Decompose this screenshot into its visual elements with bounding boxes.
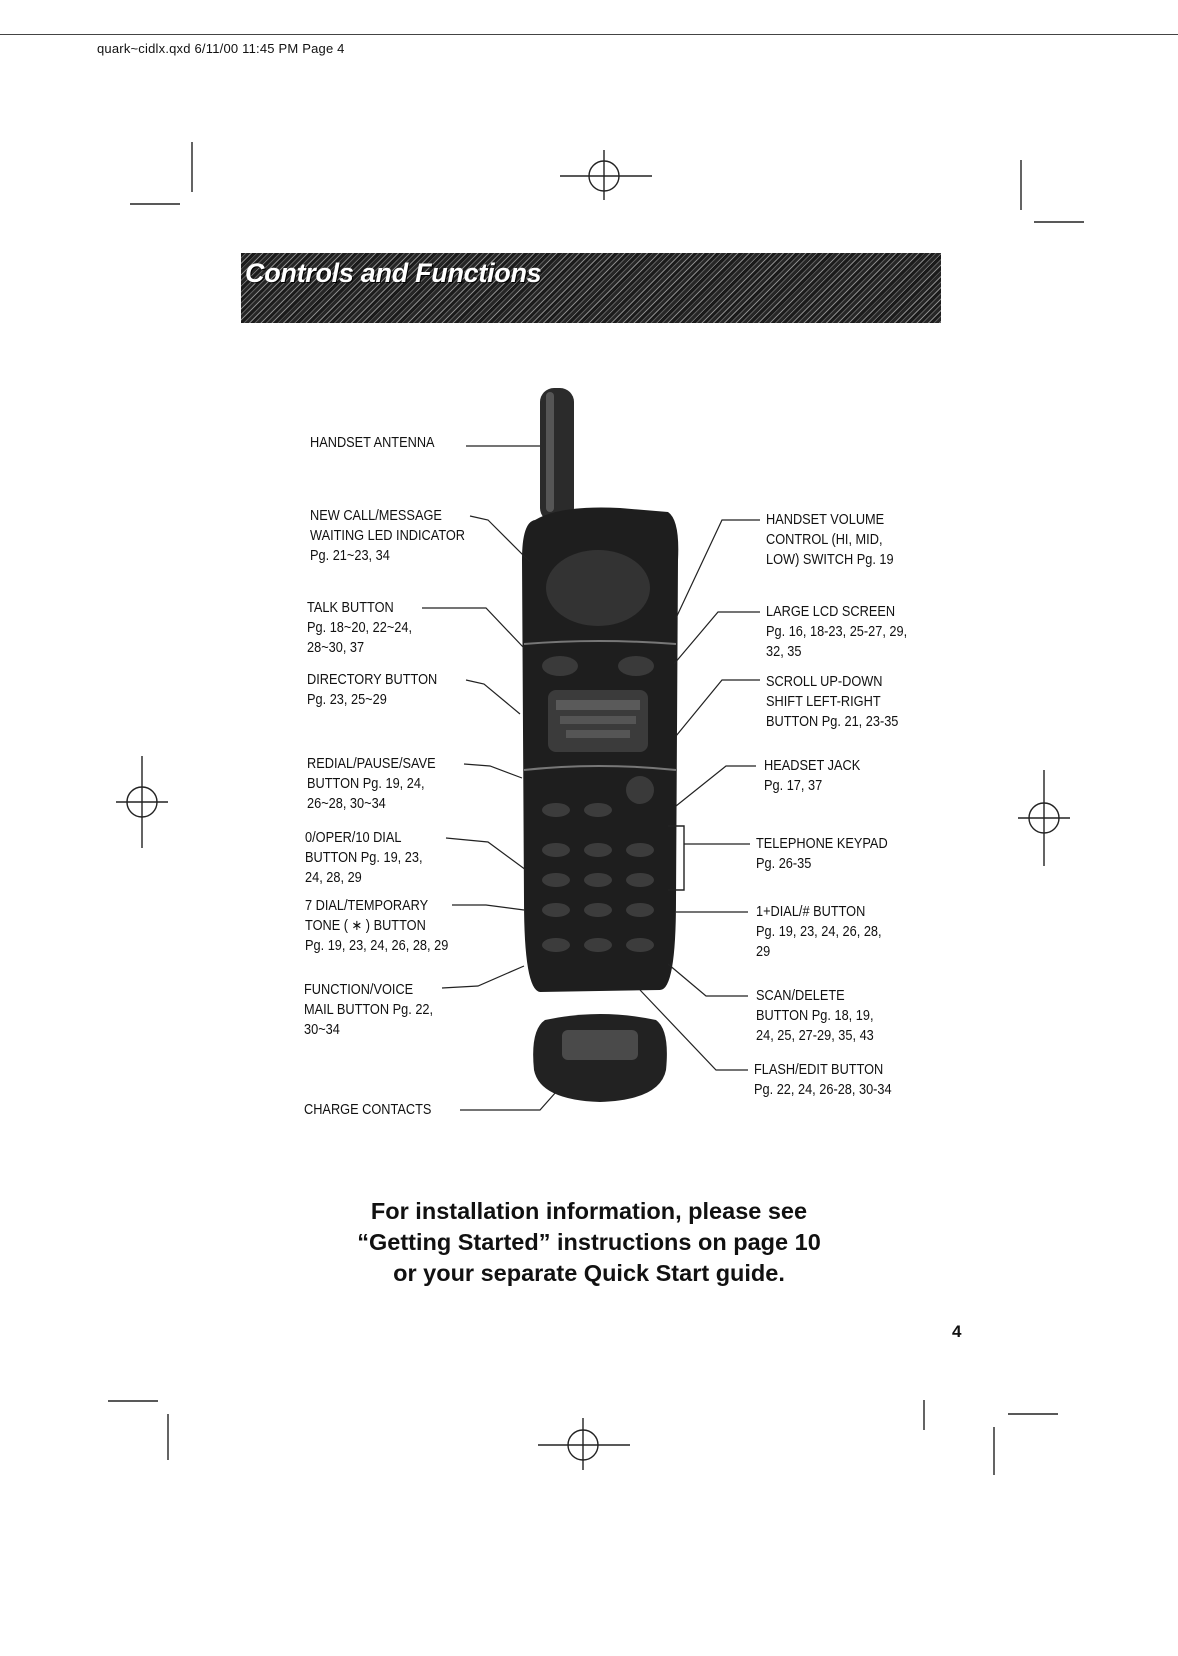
- label-headset-jack: HEADSET JACK Pg. 17, 37: [764, 758, 861, 794]
- label-scroll-button: SCROLL UP-DOWN SHIFT LEFT-RIGHT BUTTON Pg. 21, 23-35: [766, 674, 899, 730]
- handset-illustration: [522, 388, 678, 1102]
- label-directory-button: DIRECTORY BUTTON Pg. 23, 25~29: [307, 672, 438, 708]
- label-handset-antenna: HANDSET ANTENNA: [310, 435, 435, 451]
- label-flash-edit-button: FLASH/EDIT BUTTON Pg. 22, 24, 26-28, 30-34: [754, 1062, 892, 1098]
- label-lcd-screen: LARGE LCD SCREEN Pg. 16, 18-23, 25-27, 29, 32, 35: [766, 604, 908, 660]
- page-title: Controls and Functions: [245, 258, 542, 288]
- label-oper-dial-button: 0/OPER/10 DIAL BUTTON Pg. 19, 23, 24, 28, 29: [305, 830, 423, 886]
- label-dial-hash-button: 1+DIAL/# BUTTON Pg. 19, 23, 24, 26, 28, 29: [756, 904, 882, 960]
- label-charge-contacts: CHARGE CONTACTS: [304, 1102, 432, 1118]
- label-redial-button: REDIAL/PAUSE/SAVE BUTTON Pg. 19, 24, 26~28, 30~34: [307, 756, 436, 812]
- antenna-shape: [540, 388, 574, 522]
- label-led-indicator: NEW CALL/MESSAGE WAITING LED INDICATOR Pg. 21~23, 34: [310, 508, 466, 564]
- page-number: 4: [952, 1322, 962, 1341]
- label-temporary-tone-button: 7 DIAL/TEMPORARY TONE ( ∗ ) BUTTON Pg. 19, 23, 24, 26, 28, 29: [305, 898, 449, 954]
- installation-note: For installation information, please see “Getting Started” instructions on page 10 or your separate Quick Start guide.: [357, 1198, 821, 1286]
- label-telephone-keypad: TELEPHONE KEYPAD Pg. 26-35: [756, 836, 888, 872]
- label-volume-switch: HANDSET VOLUME CONTROL (HI, MID, LOW) SWITCH Pg. 19: [766, 512, 894, 568]
- label-scan-delete-button: SCAN/DELETE BUTTON Pg. 18, 19, 24, 25, 27-29, 35, 43: [756, 988, 874, 1044]
- label-talk-button: TALK BUTTON Pg. 18~20, 22~24, 28~30, 37: [307, 600, 413, 656]
- earpiece: [546, 550, 650, 626]
- file-slug: quark~cidlx.qxd 6/11/00 11:45 PM Page 4: [97, 41, 345, 56]
- label-function-button: FUNCTION/VOICE MAIL BUTTON Pg. 22, 30~34: [304, 982, 434, 1038]
